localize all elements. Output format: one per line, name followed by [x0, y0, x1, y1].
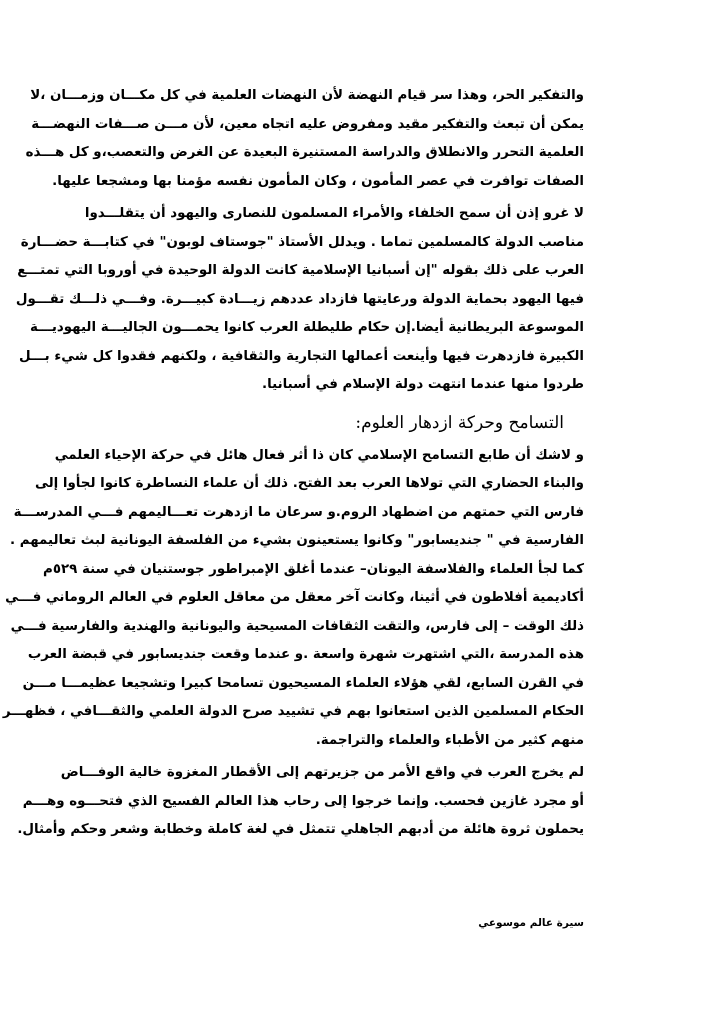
- text-line: فارس التي حمتهم من اضطهاد الروم.و سرعان ما ازدهرت تعـــاليمهم فـــي المدرســـة: [13, 504, 584, 520]
- text-line: فيها اليهود بحماية الدولة ورعايتها فازداد عددهم زيـــادة كبيـــرة. وفـــي ذلـــك تقـــول: [15, 291, 584, 307]
- text-line: و لاشك أن طابع التسامح الإسلامي كان ذا أثر فعال هائل في حركة الإحياء العلمي: [54, 447, 584, 463]
- text-line: لا غرو إذن أن سمح الخلفاء والأمراء المسلمون للنصارى واليهود أن يتقلـــدوا: [84, 206, 584, 221]
- text-line: طردوا منها عندما انتهت دولة الإسلام في أسبانيا.: [262, 377, 584, 392]
- text-line: والبناء الحضاري التي تولاها العرب بعد الفتح. ذلك أن علماء النساطرة كانوا لجأوا إلى: [35, 476, 584, 491]
- paragraph-tolerance: [15, 200, 584, 400]
- text-line: لم يخرج العرب في واقع الأمر من جزيرتهم إلى الأقطار المغزوة خالية الوفـــاض: [60, 765, 584, 780]
- paragraph-intro-continuation: [25, 82, 584, 196]
- text-line: مناصب الدولة كالمسلمين تماما . ويدلل الأستاذ "جوستاف لوبون" في كتابـــة حضـــارة: [20, 234, 584, 250]
- text-line: الحكام المسلمين الذين استعانوا بهم في تشييد صرح الدولة العلمي والثقـــافي ، فظهـــر: [2, 704, 584, 719]
- text-line: الكبيرة فازدهرت فيها وأينعت أعمالها التجارية والثقافية ، ولكنهم فقدوا كل شيء بـــل: [19, 348, 584, 364]
- text-line: العلمية التحرر والانطلاق والدراسة المستنيرة البعيدة عن الغرض والتعصب،و كل هـــذه: [25, 145, 584, 160]
- paragraph-arab-heritage: [17, 759, 584, 845]
- text-line: يحملون ثروة هائلة من أدبهم الجاهلي تتمثل في لغة كاملة وخطابة وشعر وحكم وأمثال.: [17, 822, 584, 837]
- text-line: ذلك الوقت – إلى فارس، والتقت الثقافات المسيحية واليونانية والهندية والفارسية فـــي: [10, 618, 584, 634]
- text-line: والتفكير الحر، وهذا سر قيام النهضة لأن النهضات العلمية في كل مكـــان وزمـــان ،لا: [30, 88, 584, 103]
- text-line: أو مجرد غازين فحسب. وإنما خرجوا إلى رحاب هذا العالم الفسيح الذي فتحـــوه وهـــم: [22, 793, 584, 809]
- text-line: في القرن السابع، لقي هؤلاء العلماء المسيحيون تسامحا كبيرا وتشجيعا عظيمـــا مـــن: [22, 675, 584, 691]
- text-line: الموسوعة البريطانية أيضا.إن حكام طليطلة العرب كانوا يحمـــون الجاليـــة اليهوديـــة: [29, 320, 584, 335]
- text-line: منهم كثير من الأطباء والعلماء والتراجمة.: [315, 732, 584, 748]
- paragraph-scientific-revival: [2, 442, 584, 756]
- document-page: [2, 82, 584, 933]
- text-line: كما لجأ العلماء والفلاسفة اليونان– عندما أغلق الإمبراطور جوستنيان في سنة ٥٢٩م: [43, 561, 584, 577]
- page-signature: سيرة عالم موسوعي: [478, 916, 584, 929]
- text-line: أكاديمية أفلاطون في أثينا، وكانت آخر معقل من معاقل العلوم في العالم الروماني فـــي: [5, 590, 584, 605]
- text-line: هذه المدرسة ،التي اشتهرت شهرة واسعة .و عندما وقعت جنديسابور في قبضة العرب: [27, 647, 584, 662]
- text-line: الصفات توافرت في عصر المأمون ، وكان المأمون نفسه مؤمنا بها ومشجعا عليها.: [52, 173, 584, 189]
- text-line: العرب على ذلك بقوله "إن أسبانيا الإسلامية كانت الدولة الوحيدة في أوروبا التي تمتـــع: [17, 263, 584, 278]
- text-line: يمكن أن تبعث والتفكير مقيد ومفروض عليه اتجاه معين، لأن مـــن صـــفات النهضـــة: [31, 116, 584, 132]
- section-heading: التسامح وحركة ازدهار العلوم:: [355, 412, 564, 433]
- text-line: الفارسية في " جنديسابور" وكانوا يستعينون بشيء من الفلسفة اليونانية لبث تعاليمهم .: [9, 533, 584, 548]
